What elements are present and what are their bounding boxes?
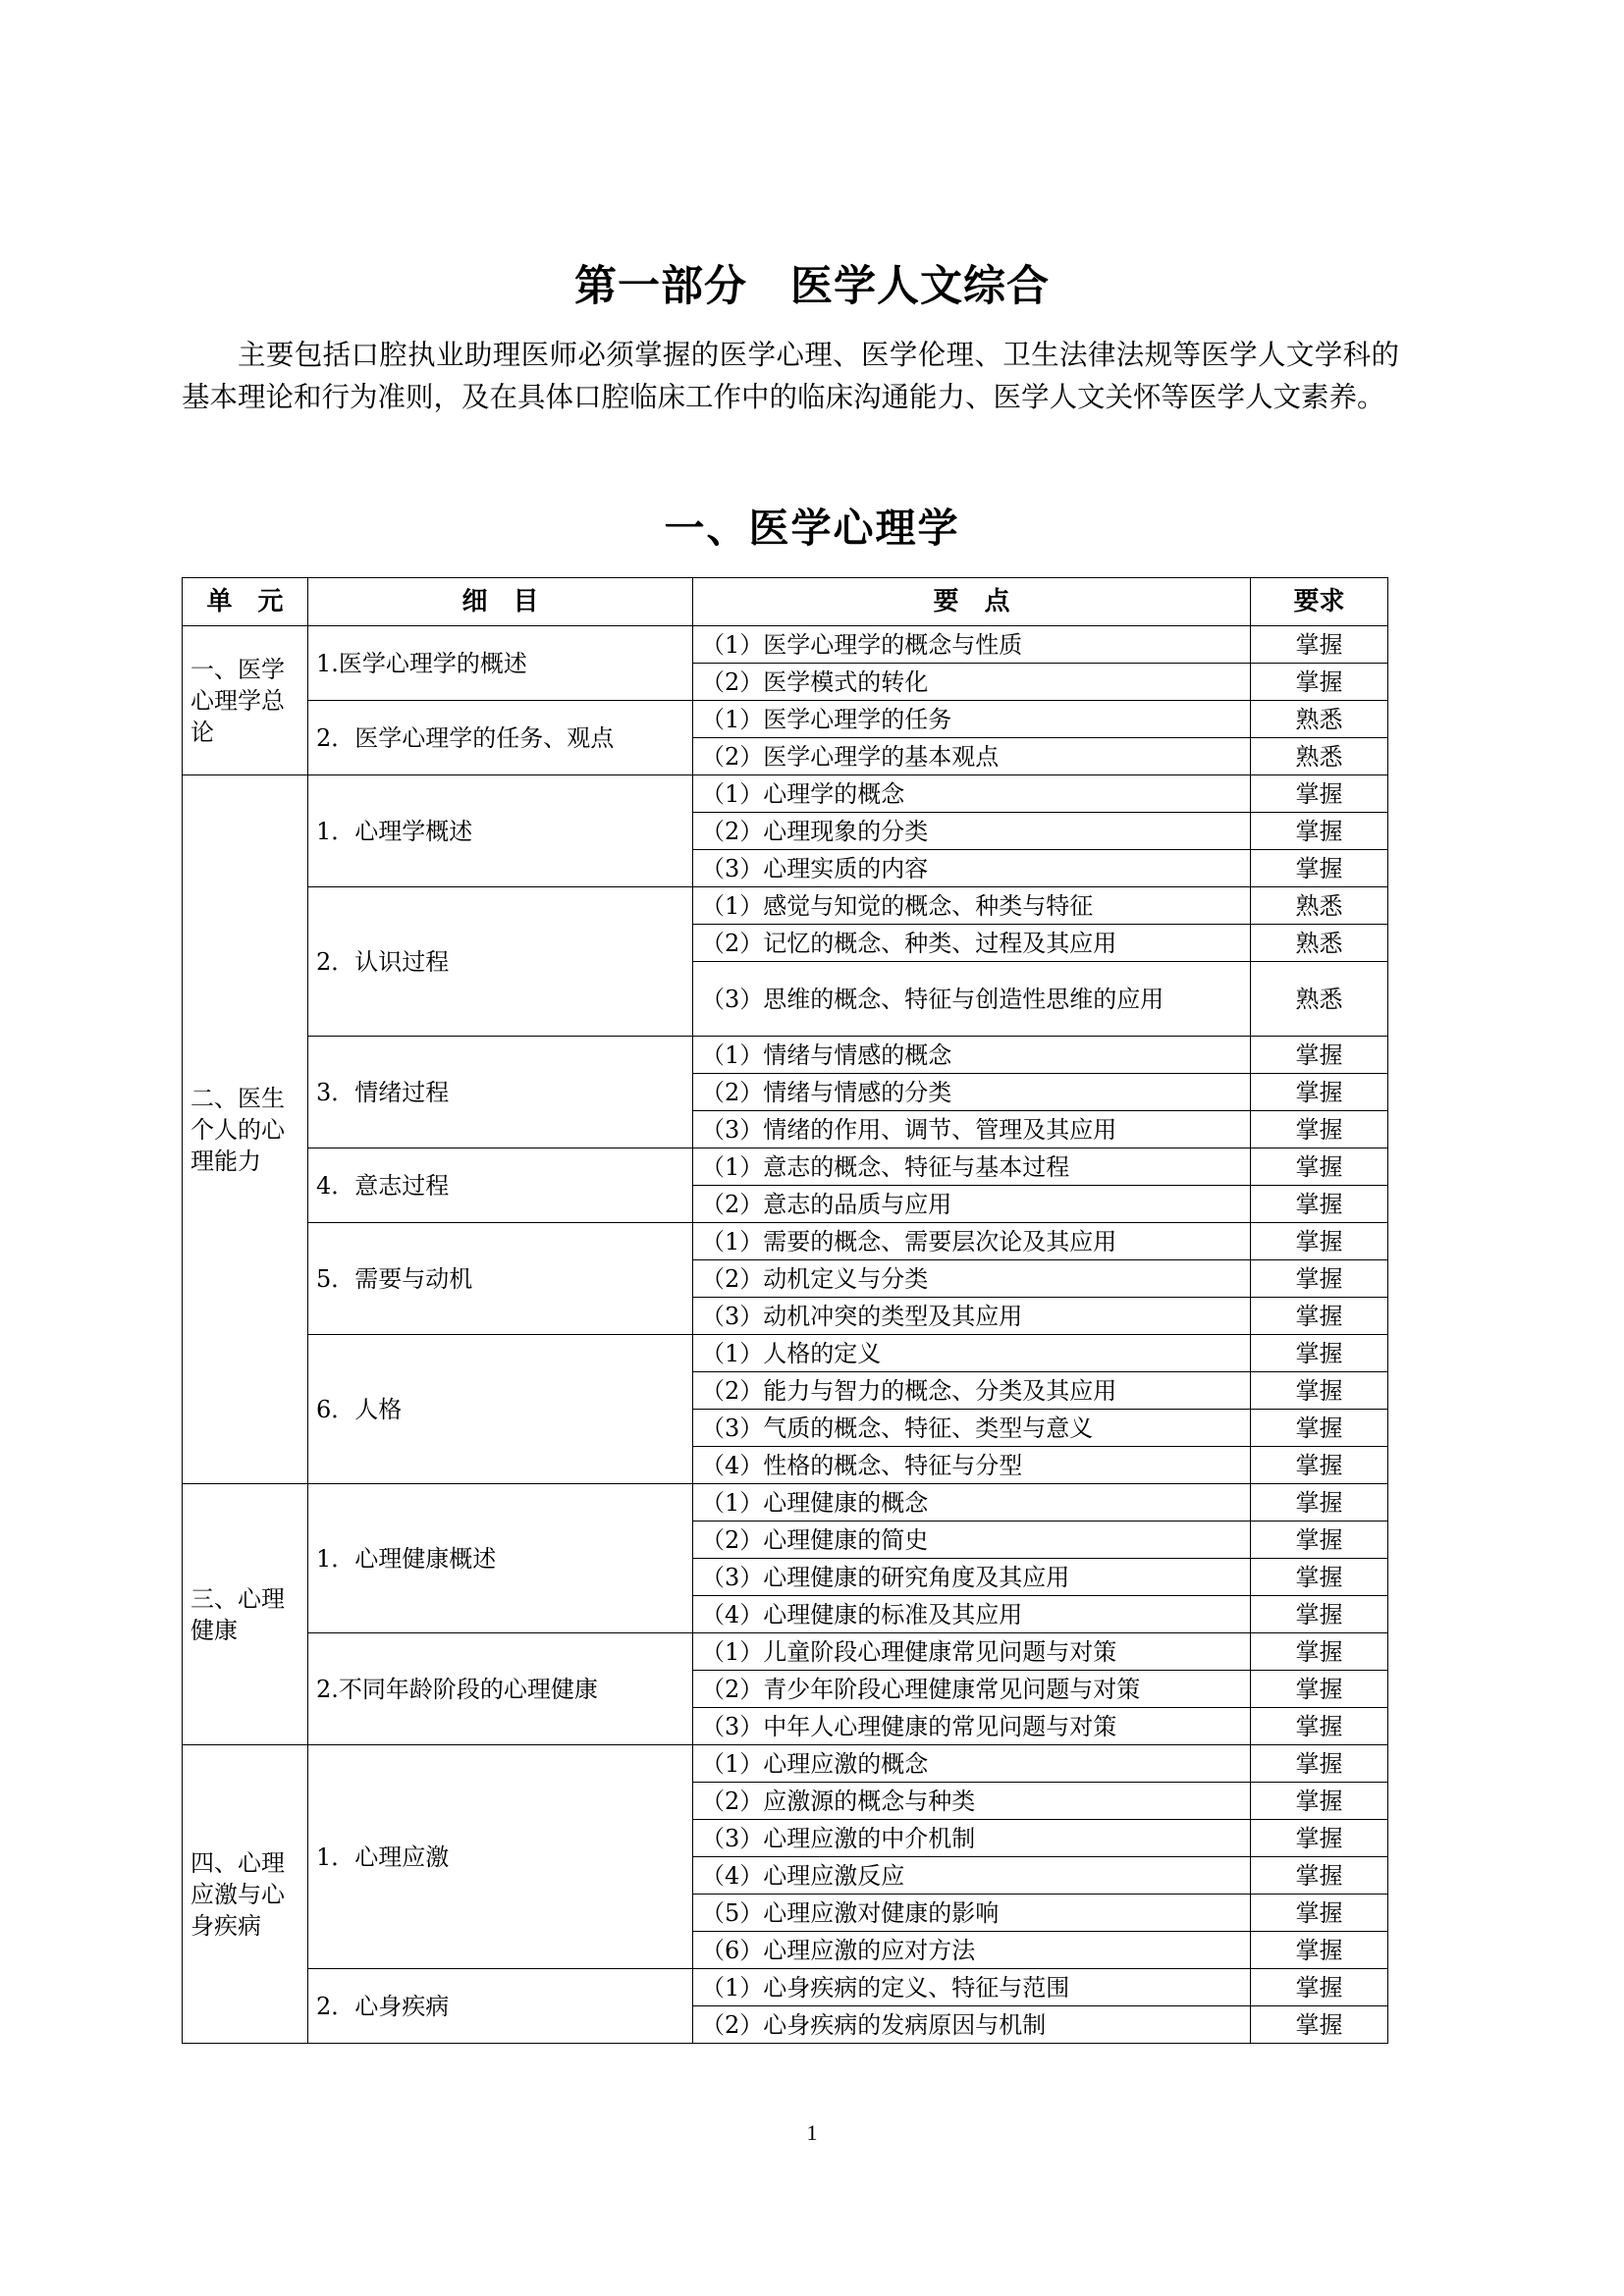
- point-cell: （1）儿童阶段心理健康常见问题与对策: [693, 1633, 1251, 1671]
- column-header-detail: 细 目: [308, 578, 693, 626]
- intro-paragraph: 主要包括口腔执业助理医师必须掌握的医学心理、医学伦理、卫生法律法规等医学人文学科的基本理论和行为准则，及在具体口腔临床工作中的临床沟通能力、医学人文关怀等医学人文素养。: [182, 339, 1399, 413]
- table-row: [183, 626, 1388, 664]
- requirement-cell: 掌握: [1251, 1335, 1388, 1372]
- detail-cell: 5．需要与动机: [308, 1223, 693, 1335]
- requirement-cell: 掌握: [1251, 1484, 1388, 1522]
- unit-cell: 二、医生个人的心理能力: [183, 775, 308, 1484]
- point-cell: （1）情绪与情感的概念: [693, 1037, 1251, 1074]
- detail-cell: 2.不同年龄阶段的心理健康: [308, 1633, 693, 1745]
- detail-cell: 6．人格: [308, 1335, 693, 1484]
- requirement-cell: 掌握: [1251, 2006, 1388, 2044]
- requirement-cell: 熟悉: [1251, 962, 1388, 1037]
- point-cell: （3）动机冲突的类型及其应用: [693, 1298, 1251, 1335]
- detail-cell: 1．心理学概述: [308, 775, 693, 887]
- detail-cell: 1．心理健康概述: [308, 1484, 693, 1633]
- requirement-cell: 掌握: [1251, 1074, 1388, 1111]
- table-row: [183, 1335, 1388, 1372]
- point-cell: （1）人格的定义: [693, 1335, 1251, 1372]
- requirement-cell: 掌握: [1251, 1223, 1388, 1260]
- requirement-cell: 掌握: [1251, 775, 1388, 813]
- requirement-cell: 掌握: [1251, 1633, 1388, 1671]
- requirement-cell: 掌握: [1251, 1447, 1388, 1484]
- point-cell: （1）心理健康的概念: [693, 1484, 1251, 1522]
- point-cell: （1）心身疾病的定义、特征与范围: [693, 1969, 1251, 2006]
- requirement-cell: 掌握: [1251, 1260, 1388, 1298]
- unit-cell: 一、医学心理学总论: [183, 626, 308, 775]
- point-cell: （1）医学心理学的任务: [693, 701, 1251, 738]
- requirement-cell: 掌握: [1251, 626, 1388, 664]
- point-cell: （3）心理实质的内容: [693, 850, 1251, 887]
- table-row: [183, 775, 1388, 813]
- syllabus-table-wrapper: [182, 577, 1387, 2044]
- requirement-cell: 掌握: [1251, 1186, 1388, 1223]
- point-cell: （2）医学心理学的基本观点: [693, 738, 1251, 775]
- detail-cell: 2．心身疾病: [308, 1969, 693, 2044]
- requirement-cell: 掌握: [1251, 1298, 1388, 1335]
- table-body: [183, 626, 1388, 2044]
- requirement-cell: 熟悉: [1251, 887, 1388, 925]
- table-row: [183, 1484, 1388, 1522]
- point-cell: （3）心理应激的中介机制: [693, 1820, 1251, 1857]
- point-cell: （3）思维的概念、特征与创造性思维的应用: [693, 962, 1251, 1037]
- table-row: [183, 1969, 1388, 2006]
- requirement-cell: 掌握: [1251, 1410, 1388, 1447]
- requirement-cell: 掌握: [1251, 1820, 1388, 1857]
- point-cell: （4）心理健康的标准及其应用: [693, 1596, 1251, 1633]
- requirement-cell: 熟悉: [1251, 925, 1388, 962]
- requirement-cell: 掌握: [1251, 1932, 1388, 1969]
- table-head: [183, 578, 1388, 626]
- point-cell: （2）记忆的概念、种类、过程及其应用: [693, 925, 1251, 962]
- point-cell: （2）心理健康的简史: [693, 1522, 1251, 1559]
- table-row: [183, 701, 1388, 738]
- requirement-cell: 掌握: [1251, 1559, 1388, 1596]
- requirement-cell: 掌握: [1251, 1895, 1388, 1932]
- requirement-cell: 掌握: [1251, 1372, 1388, 1410]
- table-row: [183, 1148, 1388, 1186]
- requirement-cell: 掌握: [1251, 1857, 1388, 1895]
- table-header-row: [183, 578, 1388, 626]
- point-cell: （1）心理应激的概念: [693, 1745, 1251, 1783]
- requirement-cell: 掌握: [1251, 1596, 1388, 1633]
- table-row: [183, 1633, 1388, 1671]
- point-cell: （1）感觉与知觉的概念、种类与特征: [693, 887, 1251, 925]
- requirement-cell: 掌握: [1251, 1522, 1388, 1559]
- point-cell: （1）意志的概念、特征与基本过程: [693, 1148, 1251, 1186]
- requirement-cell: 掌握: [1251, 1969, 1388, 2006]
- point-cell: （3）气质的概念、特征、类型与意义: [693, 1410, 1251, 1447]
- point-cell: （3）心理健康的研究角度及其应用: [693, 1559, 1251, 1596]
- detail-cell: 2．认识过程: [308, 887, 693, 1037]
- detail-cell: 3．情绪过程: [308, 1037, 693, 1148]
- point-cell: （5）心理应激对健康的影响: [693, 1895, 1251, 1932]
- table-row: [183, 887, 1388, 925]
- column-header-point: 要 点: [693, 578, 1251, 626]
- table-row: [183, 1223, 1388, 1260]
- column-header-unit: 单 元: [183, 578, 308, 626]
- requirement-cell: 掌握: [1251, 1671, 1388, 1708]
- point-cell: （2）心身疾病的发病原因与机制: [693, 2006, 1251, 2044]
- point-cell: （2）动机定义与分类: [693, 1260, 1251, 1298]
- requirement-cell: 掌握: [1251, 813, 1388, 850]
- detail-cell: 2．医学心理学的任务、观点: [308, 701, 693, 775]
- point-cell: （6）心理应激的应对方法: [693, 1932, 1251, 1969]
- requirement-cell: 掌握: [1251, 1037, 1388, 1074]
- table-row: [183, 1745, 1388, 1783]
- point-cell: （3）中年人心理健康的常见问题与对策: [693, 1708, 1251, 1745]
- point-cell: （1）医学心理学的概念与性质: [693, 626, 1251, 664]
- point-cell: （1）心理学的概念: [693, 775, 1251, 813]
- unit-cell: 三、心理健康: [183, 1484, 308, 1745]
- point-cell: （1）需要的概念、需要层次论及其应用: [693, 1223, 1251, 1260]
- requirement-cell: 掌握: [1251, 1148, 1388, 1186]
- requirement-cell: 掌握: [1251, 664, 1388, 701]
- page-title: 第一部分 医学人文综合: [574, 262, 1050, 311]
- requirement-cell: 掌握: [1251, 1783, 1388, 1820]
- point-cell: （2）心理现象的分类: [693, 813, 1251, 850]
- column-header-requirement: 要求: [1251, 578, 1388, 626]
- point-cell: （4）心理应激反应: [693, 1857, 1251, 1895]
- requirement-cell: 熟悉: [1251, 701, 1388, 738]
- requirement-cell: 掌握: [1251, 850, 1388, 887]
- point-cell: （3）情绪的作用、调节、管理及其应用: [693, 1111, 1251, 1148]
- point-cell: （2）能力与智力的概念、分类及其应用: [693, 1372, 1251, 1410]
- detail-cell: 1.医学心理学的概述: [308, 626, 693, 701]
- point-cell: （2）情绪与情感的分类: [693, 1074, 1251, 1111]
- requirement-cell: 掌握: [1251, 1111, 1388, 1148]
- requirement-cell: 熟悉: [1251, 738, 1388, 775]
- detail-cell: 1．心理应激: [308, 1745, 693, 1969]
- point-cell: （2）青少年阶段心理健康常见问题与对策: [693, 1671, 1251, 1708]
- point-cell: （2）应激源的概念与种类: [693, 1783, 1251, 1820]
- point-cell: （2）医学模式的转化: [693, 664, 1251, 701]
- syllabus-table: [182, 577, 1388, 2044]
- requirement-cell: 掌握: [1251, 1708, 1388, 1745]
- detail-cell: 4．意志过程: [308, 1148, 693, 1223]
- unit-cell: 四、心理应激与心身疾病: [183, 1745, 308, 2044]
- page-number: 1: [806, 2120, 818, 2145]
- table-row: [183, 1037, 1388, 1074]
- requirement-cell: 掌握: [1251, 1745, 1388, 1783]
- point-cell: （2）意志的品质与应用: [693, 1186, 1251, 1223]
- point-cell: （4）性格的概念、特征与分型: [693, 1447, 1251, 1484]
- section-title: 一、医学心理学: [664, 505, 960, 552]
